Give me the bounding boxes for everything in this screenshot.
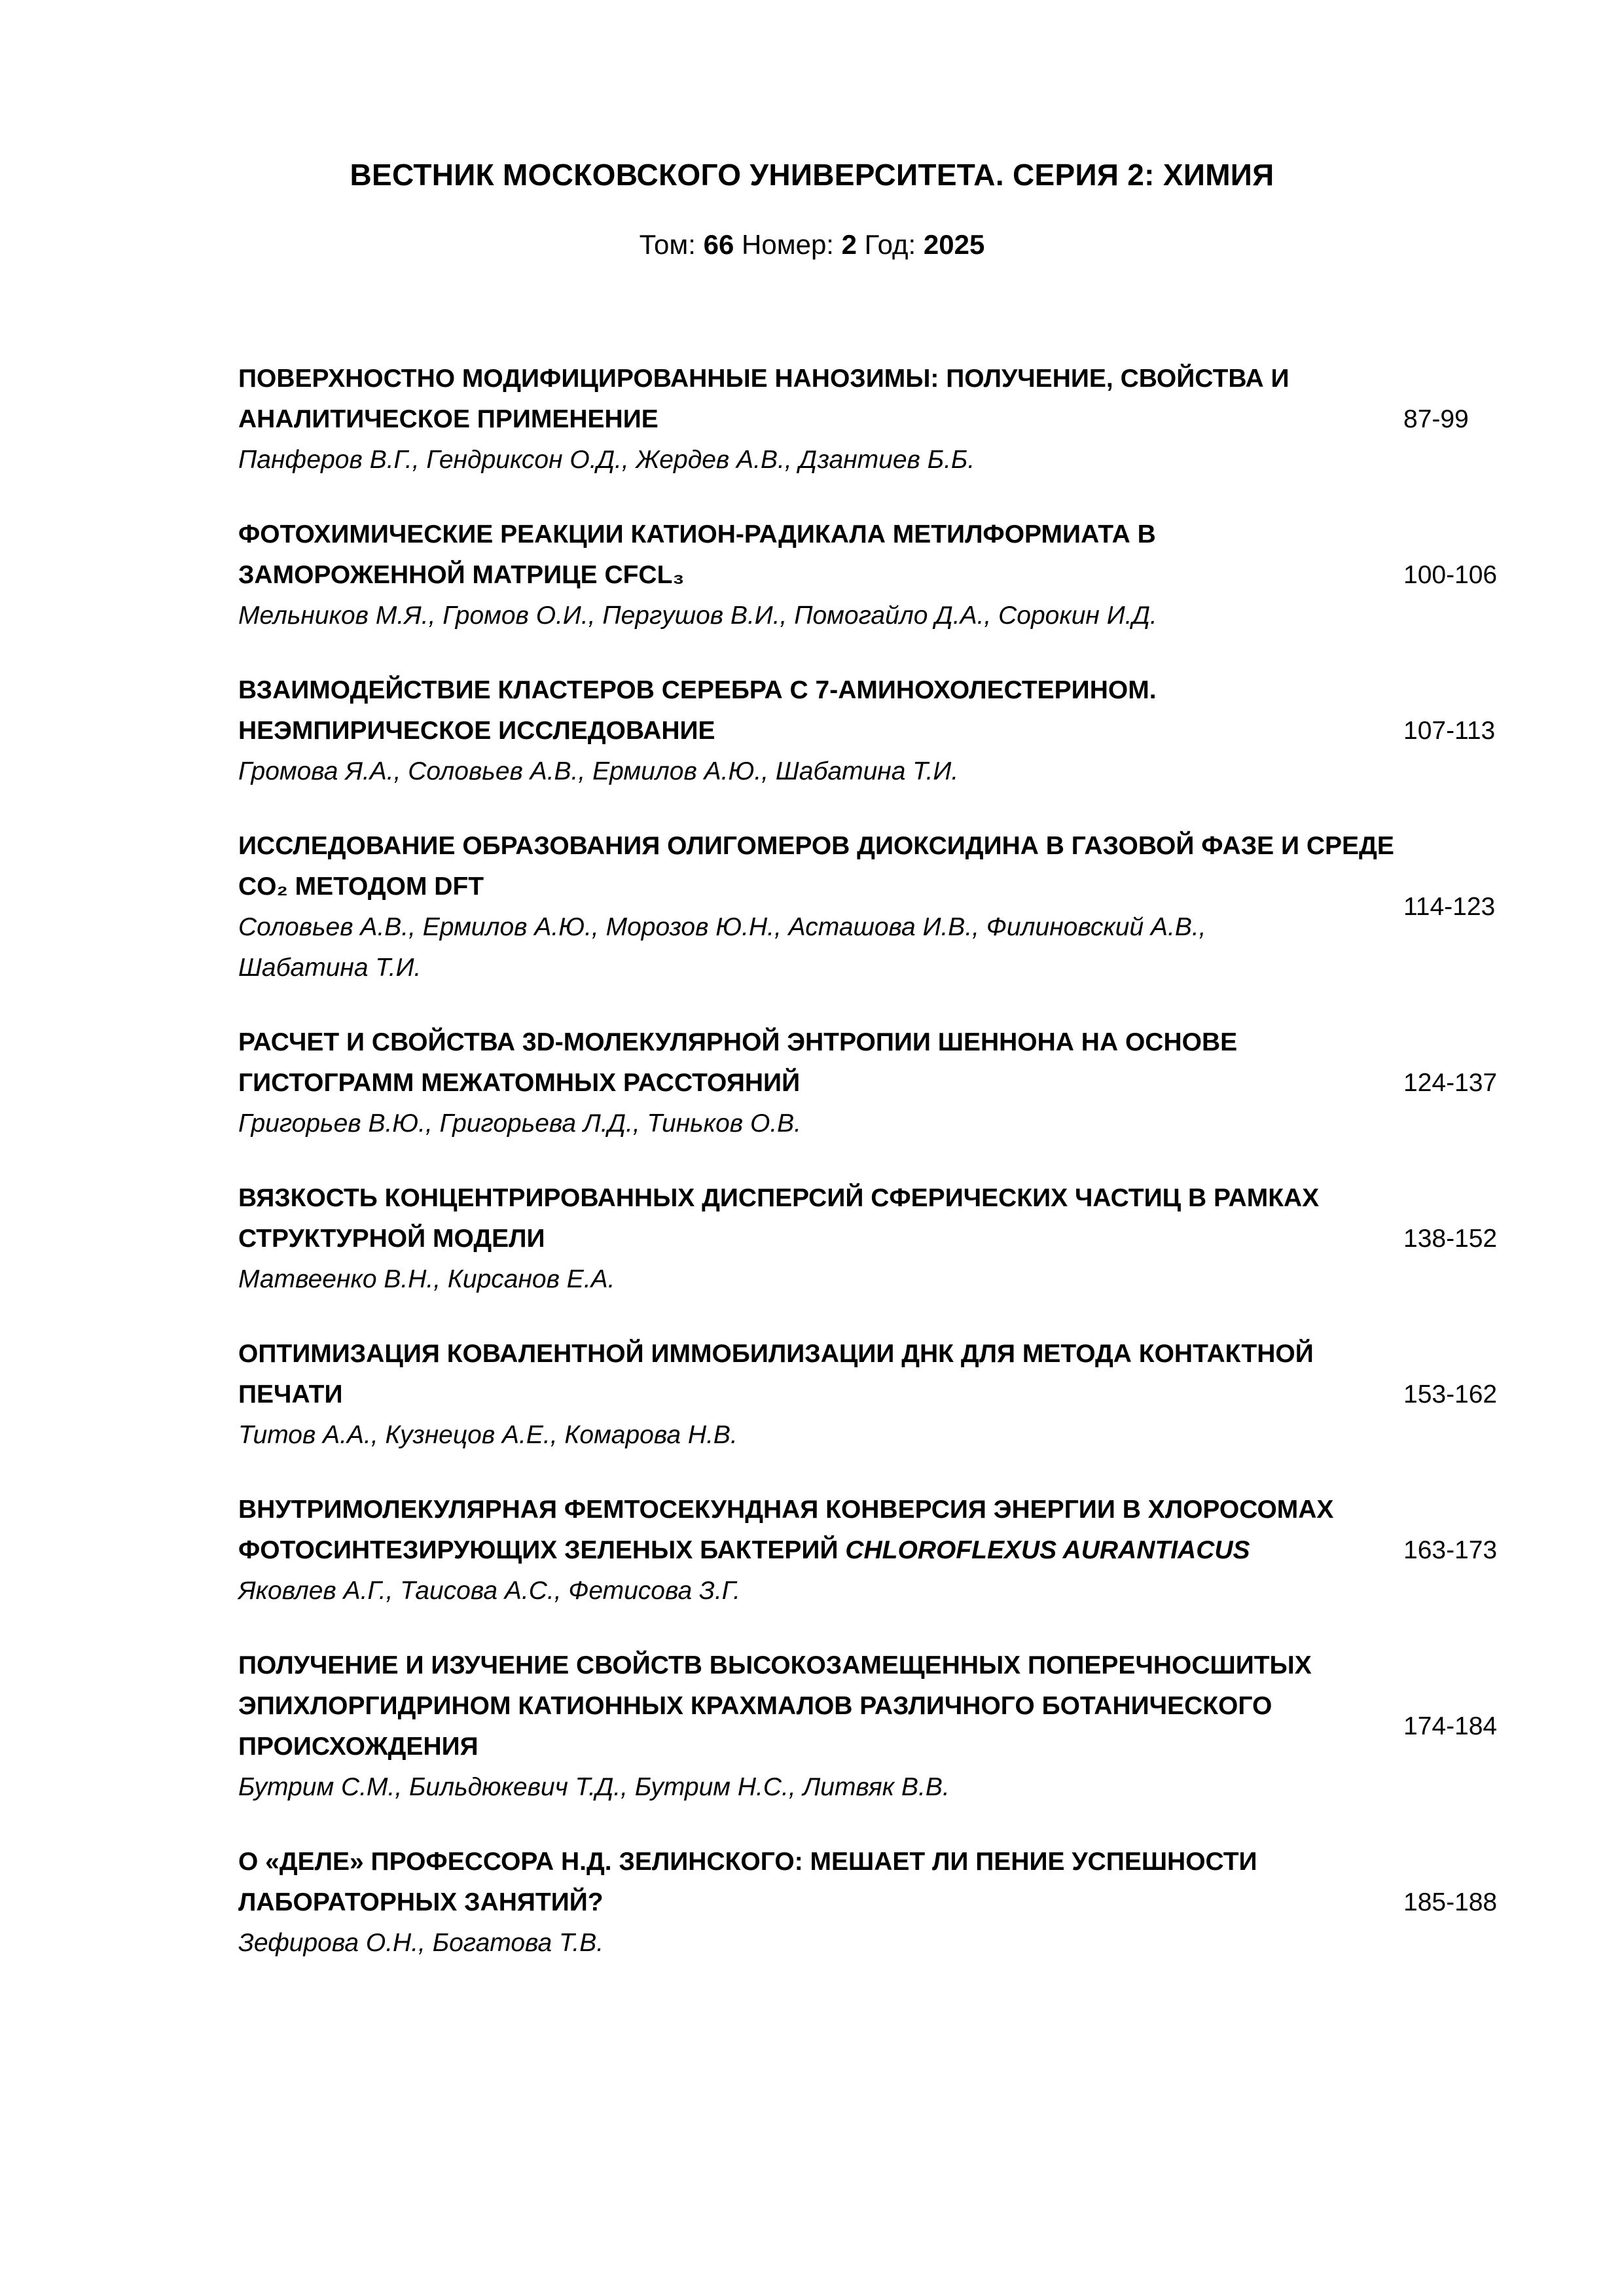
article-authors-line: Григорьев В.Ю., Григорьева Л.Д., Тиньков О.В. — [238, 1109, 801, 1138]
article-authors-line: Панферов В.Г., Гендриксон О.Д., Жердев А.В., Дзантиев Б.Б. — [238, 446, 975, 474]
article-title[interactable] — [238, 1022, 1403, 1103]
article-title-line: ВЗАИМОДЕЙСТВИЕ КЛАСТЕРОВ СЕРЕБРА С 7-АМИНОХОЛЕСТЕРИНОМ. — [238, 676, 1157, 704]
article-pages: 107-113 — [1403, 717, 1496, 745]
number-label: Номер: — [742, 229, 834, 260]
article-authors-line: Титов А.А., Кузнецов А.Е., Комарова Н.В. — [238, 1421, 738, 1449]
issue-info — [0, 229, 1624, 260]
article-title-line: АНАЛИТИЧЕСКОЕ ПРИМЕНЕНИЕ — [238, 405, 659, 433]
article-title-line: О «ДЕЛЕ» ПРОФЕССОРА Н.Д. ЗЕЛИНСКОГО: МЕШАЕТ ЛИ ПЕНИЕ УСПЕШНОСТИ — [238, 1848, 1257, 1876]
article-title-line: ПОЛУЧЕНИЕ И ИЗУЧЕНИЕ СВОЙСТВ ВЫСОКОЗАМЕЩЕННЫХ ПОПЕРЕЧНОСШИТЫХ — [238, 1651, 1312, 1679]
article-authors-line: Бутрим С.М., Бильдюкевич Т.Д., Бутрим Н.С., Литвяк В.В. — [238, 1773, 950, 1801]
article-title-line: ОПТИМИЗАЦИЯ КОВАЛЕНТНОЙ ИММОБИЛИЗАЦИИ ДНК ДЛЯ МЕТОДА КОНТАКТНОЙ — [238, 1340, 1314, 1368]
toc-entry[interactable] — [238, 1645, 1515, 1808]
toc-entry[interactable] — [238, 1334, 1515, 1456]
article-title-line: ВЯЗКОСТЬ КОНЦЕНТРИРОВАННЫХ ДИСПЕРСИЙ СФЕРИЧЕСКИХ ЧАСТИЦ В РАМКАХ — [238, 1184, 1320, 1212]
article-title-line: CO₂ МЕТОДОМ DFT — [238, 872, 484, 901]
article-authors — [238, 1103, 1403, 1144]
article-pages: 174-184 — [1403, 1712, 1498, 1740]
toc-entry[interactable] — [238, 1178, 1515, 1300]
entry-text — [238, 1490, 1403, 1611]
toc-entry[interactable] — [238, 359, 1515, 480]
article-title-line: ЛАБОРАТОРНЫХ ЗАНЯТИЙ? — [238, 1888, 604, 1916]
year-value: 2025 — [923, 229, 985, 260]
article-authors — [238, 1415, 1403, 1456]
entry-text — [238, 1178, 1403, 1300]
article-authors — [238, 1767, 1403, 1808]
article-authors — [238, 440, 1403, 480]
toc-entry[interactable] — [238, 1022, 1515, 1144]
article-pages: 138-152 — [1403, 1225, 1498, 1253]
article-authors-line: Мельников М.Я., Громов О.И., Пергушов В.И., Помогайло Д.А., Сорокин И.Д. — [238, 601, 1157, 630]
article-title-line: ВНУТРИМОЛЕКУЛЯРНАЯ ФЕМТОСЕКУНДНАЯ КОНВЕРСИЯ ЭНЕРГИИ В ХЛОРОСОМАХ — [238, 1496, 1334, 1524]
article-authors-line: Шабатина Т.И. — [238, 954, 422, 982]
article-authors-line: Зефирова О.Н., Богатова Т.В. — [238, 1929, 604, 1957]
volume-value: 66 — [703, 229, 734, 260]
article-title[interactable] — [238, 670, 1403, 751]
volume-label: Том: — [639, 229, 696, 260]
article-title-line: ИССЛЕДОВАНИЕ ОБРАЗОВАНИЯ ОЛИГОМЕРОВ ДИОКСИДИНА В ГАЗОВОЙ ФАЗЕ И СРЕДЕ — [238, 832, 1394, 860]
article-authors-line: Матвеенко В.Н., Кирсанов Е.А. — [238, 1265, 615, 1293]
article-title-line: ФОТОХИМИЧЕСКИЕ РЕАКЦИИ КАТИОН-РАДИКАЛА МЕТИЛФОРМИАТА В — [238, 520, 1156, 548]
article-pages: 114-123 — [1403, 893, 1496, 921]
article-pages: 124-137 — [1403, 1069, 1498, 1097]
article-pages: 87-99 — [1403, 405, 1469, 433]
article-authors — [238, 751, 1403, 792]
article-title[interactable] — [238, 826, 1403, 907]
article-title[interactable] — [238, 359, 1403, 440]
entry-text — [238, 359, 1403, 480]
article-authors — [238, 1571, 1403, 1611]
article-title[interactable] — [238, 1645, 1403, 1767]
article-authors — [238, 596, 1403, 636]
article-title-line: ПОВЕРХНОСТНО МОДИФИЦИРОВАННЫЕ НАНОЗИМЫ: ПОЛУЧЕНИЕ, СВОЙСТВА И — [238, 365, 1290, 393]
article-authors — [238, 1259, 1403, 1300]
article-title-text: ФОТОСИНТЕЗИРУЮЩИХ ЗЕЛЕНЫХ БАКТЕРИЙ — [238, 1536, 839, 1564]
table-of-contents — [238, 359, 1515, 1998]
article-title[interactable] — [238, 514, 1403, 596]
article-title-line: НЕЭМПИРИЧЕСКОЕ ИССЛЕДОВАНИЕ — [238, 717, 715, 745]
entry-text — [238, 826, 1403, 988]
toc-entry[interactable] — [238, 826, 1515, 988]
toc-entry[interactable] — [238, 1490, 1515, 1611]
article-title[interactable] — [238, 1490, 1403, 1571]
entry-text — [238, 1645, 1403, 1808]
article-title[interactable] — [238, 1842, 1403, 1923]
article-authors-line: Яковлев А.Г., Таисова А.С., Фетисова З.Г. — [238, 1577, 740, 1605]
article-pages: 100-106 — [1403, 561, 1498, 589]
entry-text — [238, 670, 1403, 792]
number-value: 2 — [841, 229, 857, 260]
article-authors-line: Соловьев А.В., Ермилов А.Ю., Морозов Ю.Н., Асташова И.В., Филиновский А.В., — [238, 913, 1206, 941]
article-authors — [238, 907, 1403, 988]
toc-entry[interactable] — [238, 514, 1515, 636]
article-title-line: ПЕЧАТИ — [238, 1380, 343, 1408]
journal-title: ВЕСТНИК МОСКОВСКОГО УНИВЕРСИТЕТА. СЕРИЯ 2: ХИМИЯ — [350, 158, 1274, 192]
article-authors-line: Громова Я.А., Соловьев А.В., Ермилов А.Ю., Шабатина Т.И. — [238, 757, 959, 785]
entry-text — [238, 1334, 1403, 1456]
article-title-line: ГИСТОГРАММ МЕЖАТОМНЫХ РАССТОЯНИЙ — [238, 1069, 801, 1097]
toc-entry[interactable] — [238, 1842, 1515, 1964]
entry-text — [238, 514, 1403, 636]
entry-text — [238, 1842, 1403, 1964]
toc-entry[interactable] — [238, 670, 1515, 792]
entry-text — [238, 1022, 1403, 1144]
article-pages: 163-173 — [1403, 1536, 1498, 1564]
article-title-line: СТРУКТУРНОЙ МОДЕЛИ — [238, 1225, 545, 1253]
article-title[interactable] — [238, 1334, 1403, 1415]
article-title[interactable] — [238, 1178, 1403, 1259]
year-label: Год: — [864, 229, 916, 260]
article-title-line: ЭПИХЛОРГИДРИНОМ КАТИОННЫХ КРАХМАЛОВ РАЗЛИЧНОГО БОТАНИЧЕСКОГО — [238, 1692, 1272, 1720]
article-authors — [238, 1923, 1403, 1964]
article-title-line: ПРОИСХОЖДЕНИЯ — [238, 1732, 478, 1761]
species-name: CHLOROFLEXUS AURANTIACUS — [845, 1536, 1250, 1564]
article-pages: 185-188 — [1403, 1888, 1498, 1916]
article-title-line: ЗАМОРОЖЕННОЙ МАТРИЦЕ CFCL₃ — [238, 561, 685, 589]
article-title-line — [238, 1530, 1403, 1571]
article-pages: 153-162 — [1403, 1380, 1498, 1408]
article-title-line: РАСЧЕТ И СВОЙСТВА 3D-МОЛЕКУЛЯРНОЙ ЭНТРОПИИ ШЕННОНА НА ОСНОВЕ — [238, 1028, 1238, 1056]
